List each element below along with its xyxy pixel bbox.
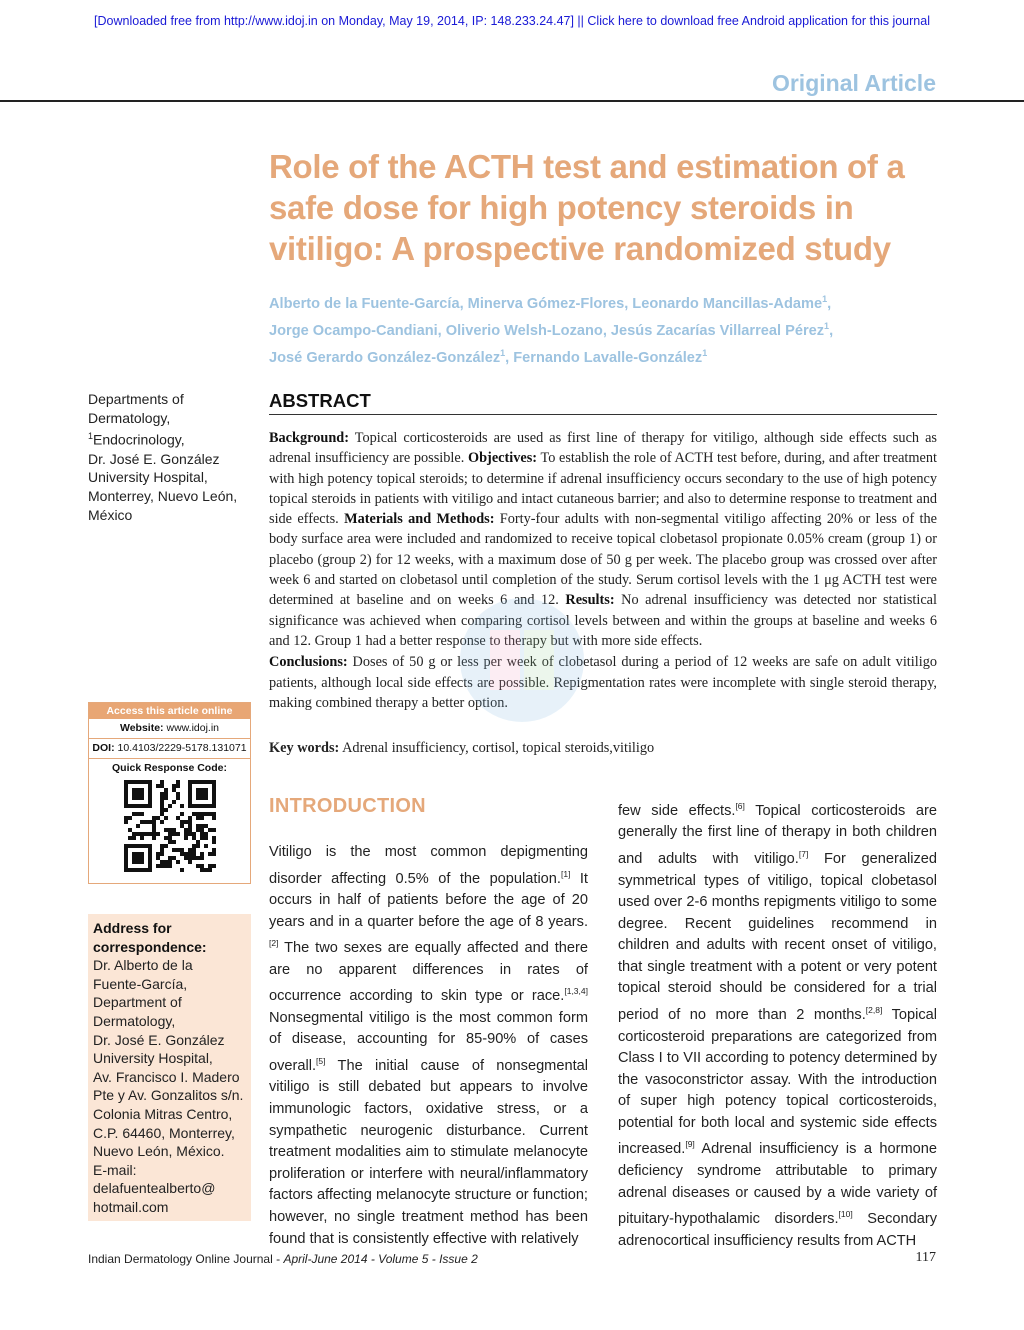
correspondence-line: Dermatology, [93, 1012, 176, 1029]
website-label: Website: [119, 722, 164, 734]
body-text: Topical corticosteroid preparations are categorized from Class I to VII according to potency determined by the vasoconstrictor assay. With the introduction of super high potency topical corticosteroids, potential for both local and systemic side effects increased. [618, 1006, 937, 1158]
objectives-text: To establish the role of ACTH test before, during, and after treatment with high potency topical steroids; to determine if adrenal insufficiency occurs secondary to the use of high potency topical steroids in patients with vitiligo and intact cutaneous barrier; and also to determine response to treatment and side effects. [269, 450, 937, 528]
article-access-box [88, 702, 251, 884]
correspondence-title: Address for [93, 920, 172, 936]
abstract-heading: ABSTRACT [269, 390, 371, 411]
author-line-3a: José Gerardo González-González [269, 349, 501, 366]
affiliation-line: México [88, 506, 133, 523]
correspondence-line: Pte y Av. Gonzalitos s/n. [93, 1087, 244, 1104]
introduction-heading: INTRODUCTION [269, 795, 426, 817]
body-text: Nonsegmental vitiligo is the most common form of disease, accounting for 85-90% of cases overall. [269, 1009, 588, 1074]
citation-ref[interactable]: [9] [685, 1139, 695, 1150]
methods-text: Forty-four adults with non-segmental vitiligo affecting 20% or less of the body surface area were included and randomized to receive topical clobetasol propionate 0.05% cream (group 1) or placebo (group 2) for 12 weeks, with a maximum dose of 50 g per week. The placebo group was crossed over after week 6 and started on clobetasol until completion of the study. Serum cortisol levels with the 1 μg ACTH test were determined at baseline and on weeks 6 and 12. [269, 511, 937, 609]
affiliation-line: Monterrey, Nuevo León, [88, 488, 238, 505]
conclusions-label: Conclusions: [269, 654, 348, 671]
body-column-left [269, 842, 588, 1250]
article-type-label: Original Article [771, 70, 936, 96]
citation-ref[interactable]: [5] [316, 1055, 326, 1066]
affiliation-text: Endocrinology, [93, 432, 185, 449]
conclusions-text: Doses of 50 g or less per week of clobetasol during a period of 12 weeks are safe on adult vitiligo patients, although local side effects are possible. Repigmentation rates were incomplete with single steroid therapy, making combined therapy a better option. [269, 654, 937, 711]
correspondence-line: E-mail: [93, 1161, 137, 1178]
correspondence-line: Av. Francisco I. Madero [93, 1068, 240, 1085]
doi-value[interactable]: 10.4103/2229-5178.131071 [117, 742, 247, 754]
results-label: Results: [565, 592, 615, 609]
website-row [89, 719, 250, 739]
affiliation-line: University Hospital, [88, 469, 208, 486]
affiliation-marker: 1 [500, 347, 506, 358]
body-text: It occurs in half of patients before the age of 20 years and in a quarter before the age of 8 years. [269, 870, 588, 930]
author-comma: , [829, 322, 834, 339]
abstract-divider [269, 414, 937, 415]
methods-label: Materials and Methods: [344, 511, 495, 528]
affiliation-block [88, 390, 253, 525]
correspondence-line: University Hospital, [93, 1050, 213, 1067]
affiliation-line [88, 427, 253, 449]
qr-label: Quick Response Code: [112, 762, 227, 774]
citation-ref[interactable]: [1] [560, 868, 571, 879]
citation-ref[interactable]: [2,8] [865, 1005, 883, 1016]
email-line[interactable]: hotmail.com [93, 1198, 169, 1215]
body-column-right [618, 796, 937, 1252]
correspondence-box [88, 914, 251, 1221]
article-title: Role of the ACTH test and estimation of a safe dose for high potency steroids in vitiligo: A prospective randomized study [269, 148, 905, 267]
citation-ref[interactable]: [7] [798, 849, 809, 860]
body-text: Secondary adrenocortical insufficiency results from ACTH [618, 1210, 937, 1249]
banner-separator: || [573, 14, 588, 28]
citation-ref[interactable]: [10] [838, 1209, 853, 1220]
author-comma: , [827, 295, 832, 312]
qr-code-icon[interactable] [124, 780, 216, 872]
correspondence-title: correspondence: [93, 938, 207, 955]
affiliation-marker: 1 [88, 431, 94, 442]
android-app-link[interactable]: Click here to download free Android application for this journal [587, 14, 930, 28]
access-box-header: Access this article online [89, 703, 250, 719]
body-text: The initial cause of nonsegmental vitiligo is still debated but appears to involve immunologic factors, oxidative stress, or a sympathetic neurogenic disturbance. Current treatment modalities aim to stimulate melanocyte proliferation or interfere with neural/inflammatory factors affecting melanocyte structure or function; however, no single treatment method has been found that is consistently effective with relatively [269, 1057, 588, 1247]
abstract-paragraph [269, 652, 937, 713]
journal-issue: April-June 2014 - Volume 5 - Issue 2 [283, 1252, 478, 1266]
results-text: No adrenal insufficiency was detected nor statistical significance was achieved when comparing cortisol levels between and within the groups at baseline and weeks 6 and 12. Group 1 had a better response to therapy but with more side effects. [269, 592, 938, 649]
citation-ref[interactable]: [1,3,4] [564, 986, 588, 997]
download-banner [0, 14, 1024, 28]
correspondence-line: Nuevo León, México. [93, 1143, 225, 1160]
abstract-body [269, 428, 937, 713]
journal-footer [88, 1252, 478, 1266]
affiliation-marker: 1 [824, 320, 830, 331]
correspondence-line: Colonia Mitras Centro, [93, 1105, 233, 1122]
citation-ref[interactable]: [2] [269, 938, 279, 949]
keywords-line [269, 740, 937, 757]
body-text: Topical corticosteroids are generally the first line of therapy in both children and adults with vitiligo. [618, 802, 937, 867]
citation-ref[interactable]: [6] [735, 801, 745, 811]
affiliation-line: Departments of [88, 391, 184, 407]
correspondence-line: Dr. Alberto de la [93, 957, 193, 974]
author-line-3b: , Fernando Lavalle-González [505, 349, 703, 366]
author-line-1: Alberto de la Fuente-García, Minerva Gómez-Flores, Leonardo Mancillas-Adame [269, 295, 823, 312]
doi-row [89, 739, 250, 759]
affiliation-marker: 1 [702, 347, 708, 358]
body-text: The two sexes are equally affected and there are no apparent differences in rates of occurrence according to skin type or race. [269, 940, 588, 1005]
author-list [269, 288, 949, 369]
body-text: Vitiligo is the most common depigmenting disorder affecting 0.5% of the population. [269, 844, 588, 887]
keywords-label: Key words: [269, 740, 340, 756]
email-line[interactable]: delafuentealberto@ [93, 1180, 216, 1197]
background-label: Background: [269, 430, 349, 446]
author-line-2: Jorge Ocampo-Candiani, Oliverio Welsh-Lozano, Jesús Zacarías Villarreal Pérez [269, 322, 825, 339]
objectives-label: Objectives: [467, 450, 538, 467]
keywords-text: Adrenal insufficiency, cortisol, topical steroids,vitiligo [342, 740, 655, 756]
body-text: For generalized symmetrical types of vitiligo, topical clobetasol used over 2-6 months repigments vitiligo to some degree. Recent guidelines recommend in children and adults with recent onset of vitiligo, that single treatment with a potent or very potent topical steroid should be considered for a trial period of no more than 2 months. [618, 850, 937, 1023]
affiliation-marker: 1 [822, 294, 828, 304]
body-text: Adrenal insufficiency is a hormone deficiency syndrome attributable to primary adrenal diseases or caused by a wide variety of pituitary-hypothalamic disorders. [618, 1141, 937, 1227]
body-paragraph [269, 842, 588, 1250]
affiliation-line: Dr. José E. González [88, 450, 220, 467]
page-number: 117 [915, 1250, 936, 1265]
abstract-paragraph [269, 428, 937, 651]
correspondence-line: Fuente-García, [93, 975, 188, 992]
header-divider [0, 100, 1024, 102]
download-source-link[interactable]: [Downloaded free from http://www.idoj.in on Monday, May 19, 2014, IP: 148.233.24.47] [94, 14, 574, 28]
correspondence-line: Dr. José E. González [93, 1031, 225, 1048]
background-text: Topical corticosteroids are used as first line of therapy for vitiligo, although side effects such as adrenal insufficiency are possible. [269, 430, 937, 467]
correspondence-line: C.P. 64460, Monterrey, [93, 1124, 235, 1141]
body-paragraph [618, 796, 937, 1252]
body-text: few side effects. [618, 802, 736, 819]
correspondence-line: Department of [93, 994, 182, 1011]
affiliation-line: Dermatology, [88, 409, 171, 426]
doi-label: DOI: [92, 742, 115, 754]
journal-name: Indian Dermatology Online Journal - [88, 1252, 284, 1266]
website-link[interactable]: www.idoj.in [166, 722, 220, 734]
